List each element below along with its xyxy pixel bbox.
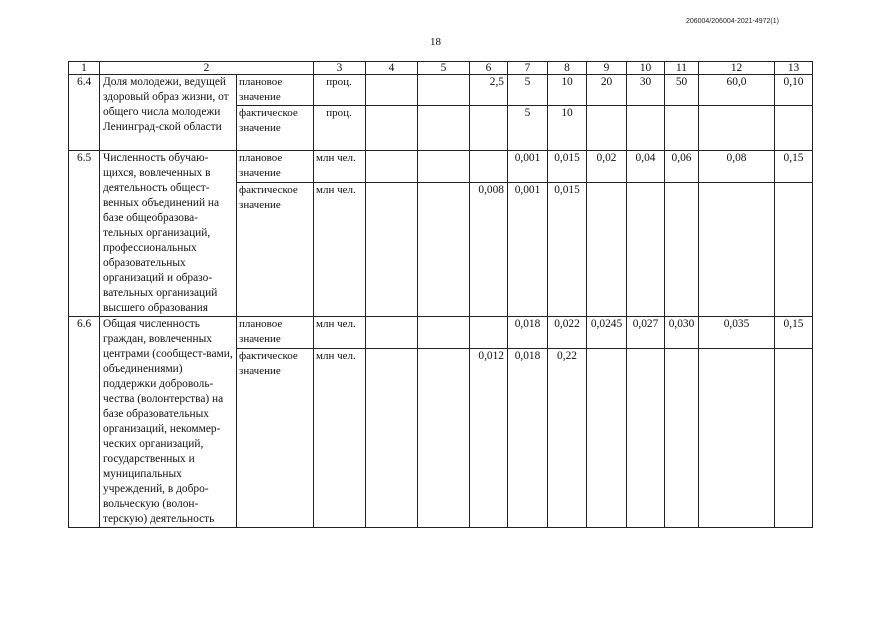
actual-value-label: фактическое значение	[237, 348, 314, 527]
column-header: 1	[69, 62, 100, 75]
value-cell-c7: 0,001	[508, 183, 548, 317]
table-row	[69, 151, 813, 183]
value-cell	[418, 348, 470, 527]
table-row	[69, 317, 813, 349]
column-header: 9	[587, 62, 627, 75]
unit-cell: млн чел.	[314, 317, 366, 349]
indicator-code: 6.5	[69, 151, 100, 317]
indicators-table	[68, 61, 813, 528]
actual-value-label: фактическое значение	[237, 106, 314, 151]
column-header: 11	[665, 62, 699, 75]
value-cell-c9: 0,0245	[587, 317, 627, 349]
value-cell-c8: 10	[548, 75, 587, 106]
value-cell-c12: 0,08	[699, 151, 775, 183]
unit-cell: млн чел.	[314, 348, 366, 527]
value-cell-c10	[627, 106, 665, 151]
column-header: 4	[366, 62, 418, 75]
column-header: 13	[775, 62, 813, 75]
value-cell-c7: 0,001	[508, 151, 548, 183]
value-cell-c11: 50	[665, 75, 699, 106]
value-cell-c6: 0,008	[470, 183, 508, 317]
value-cell-c11	[665, 183, 699, 317]
value-cell	[366, 317, 418, 349]
indicator-name: Численность обучаю-щихся, вовлеченных в деятельность общест-венных объединений на базе общеобразова-тельных организаций, профессиональных образовательных организаций и образо-вательных организаций высшего образования	[100, 151, 237, 317]
column-header: 2	[100, 62, 314, 75]
unit-cell: млн чел.	[314, 151, 366, 183]
value-cell-c13: 0,10	[775, 75, 813, 106]
value-cell-c13	[775, 348, 813, 527]
value-cell-c12: 0,035	[699, 317, 775, 349]
value-cell	[418, 183, 470, 317]
value-cell-c10: 0,027	[627, 317, 665, 349]
column-header: 6	[470, 62, 508, 75]
value-cell-c7: 0,018	[508, 348, 548, 527]
value-cell-c9	[587, 348, 627, 527]
value-cell-c7: 5	[508, 75, 548, 106]
value-cell	[418, 75, 470, 106]
value-cell-c12	[699, 183, 775, 317]
unit-cell: млн чел.	[314, 183, 366, 317]
table-header-row	[69, 62, 813, 75]
value-cell-c9: 20	[587, 75, 627, 106]
value-cell-c8: 0,22	[548, 348, 587, 527]
value-cell	[418, 317, 470, 349]
value-cell	[366, 348, 418, 527]
value-cell	[366, 183, 418, 317]
value-cell-c8: 0,015	[548, 183, 587, 317]
value-cell-c9: 0,02	[587, 151, 627, 183]
value-cell-c13	[775, 106, 813, 151]
value-cell-c6	[470, 106, 508, 151]
indicator-name: Общая численность граждан, вовлеченных центрами (сообщест-вами, объединениями) поддержки доброволь-чества (волонтерства) на базе образовательных организаций, некоммер-ческих организаций, государственных и муниципальных учреждений, в добро-вольческую (волон-терскую) деятельность	[100, 317, 237, 528]
value-cell-c13	[775, 183, 813, 317]
column-header: 10	[627, 62, 665, 75]
value-cell-c7: 5	[508, 106, 548, 151]
planned-value-label: плановое значение	[237, 317, 314, 349]
value-cell-c10: 30	[627, 75, 665, 106]
value-cell	[366, 151, 418, 183]
column-header: 3	[314, 62, 366, 75]
document-id: 206004/206004-2021-4972(1)	[685, 18, 779, 25]
indicator-code: 6.4	[69, 75, 100, 151]
planned-value-label: плановое значение	[237, 75, 314, 106]
value-cell-c12	[699, 348, 775, 527]
unit-cell: проц.	[314, 75, 366, 106]
value-cell-c13: 0,15	[775, 151, 813, 183]
table-row	[69, 75, 813, 106]
value-cell-c6: 0,012	[470, 348, 508, 527]
value-cell	[366, 75, 418, 106]
value-cell-c6	[470, 151, 508, 183]
actual-value-label: фактическое значение	[237, 183, 314, 317]
value-cell-c11	[665, 348, 699, 527]
value-cell-c9	[587, 183, 627, 317]
column-header: 12	[699, 62, 775, 75]
column-header: 8	[548, 62, 587, 75]
value-cell-c11: 0,06	[665, 151, 699, 183]
value-cell-c8: 0,015	[548, 151, 587, 183]
value-cell	[418, 106, 470, 151]
value-cell-c11: 0,030	[665, 317, 699, 349]
planned-value-label: плановое значение	[237, 151, 314, 183]
value-cell-c7: 0,018	[508, 317, 548, 349]
column-header: 7	[508, 62, 548, 75]
value-cell-c12: 60,0	[699, 75, 775, 106]
value-cell-c11	[665, 106, 699, 151]
value-cell-c10	[627, 348, 665, 527]
value-cell-c10	[627, 183, 665, 317]
value-cell	[418, 151, 470, 183]
value-cell-c8: 10	[548, 106, 587, 151]
value-cell-c8: 0,022	[548, 317, 587, 349]
value-cell	[366, 106, 418, 151]
unit-cell: проц.	[314, 106, 366, 151]
value-cell-c10: 0,04	[627, 151, 665, 183]
value-cell-c6	[470, 317, 508, 349]
page-number: 18	[430, 36, 441, 48]
column-header: 5	[418, 62, 470, 75]
value-cell-c13: 0,15	[775, 317, 813, 349]
value-cell-c12	[699, 106, 775, 151]
value-cell-c6: 2,5	[470, 75, 508, 106]
indicator-name: Доля молодежи, ведущей здоровый образ жизни, от общего числа молодежи Ленинград-ской области	[100, 75, 237, 151]
indicator-code: 6.6	[69, 317, 100, 528]
value-cell-c9	[587, 106, 627, 151]
